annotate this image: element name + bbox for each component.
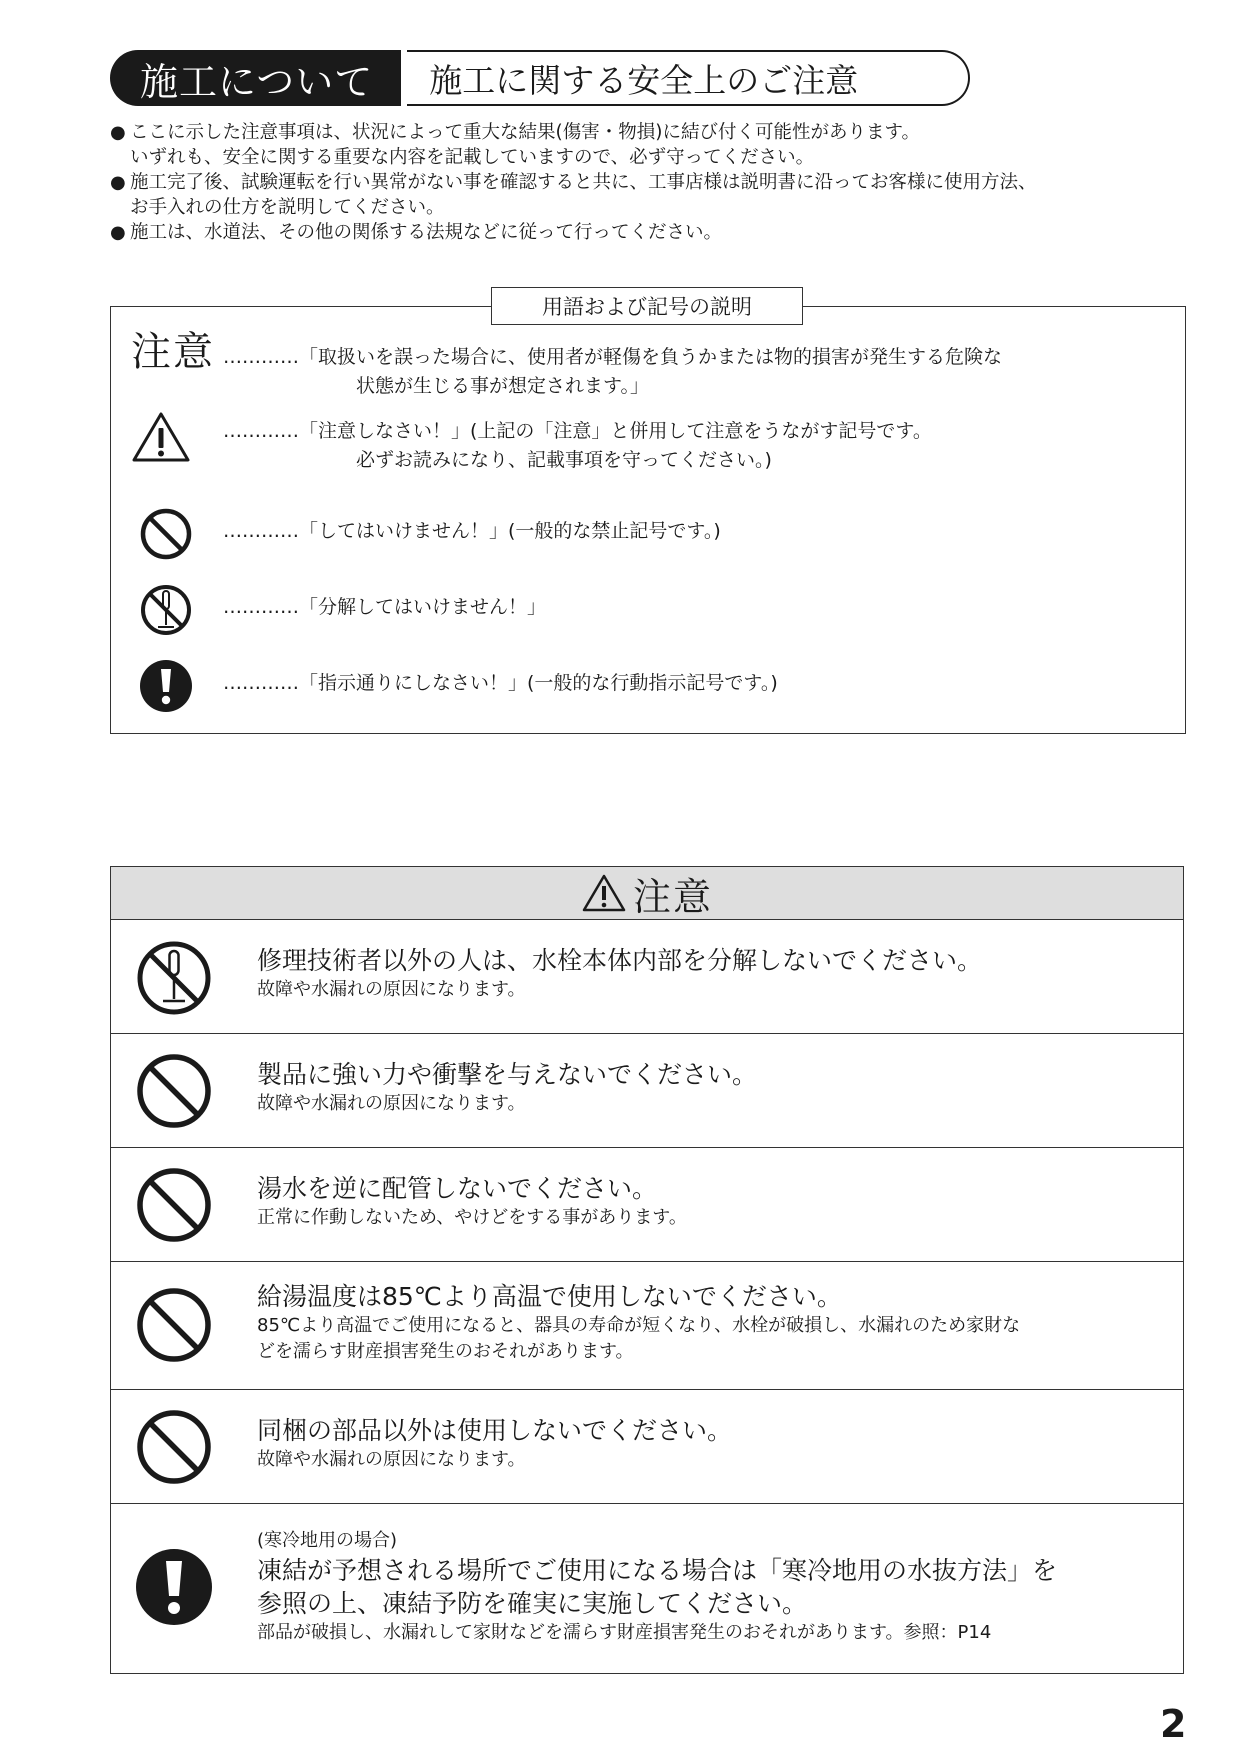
legend-text: …………「取扱いを誤った場合に、使用者が軽傷を負うかまたは物的損害が発生する危険な 状態が生じる事が想定されます。」: [223, 346, 1003, 397]
caution-item-detail: 故障や水漏れの原因になります。: [257, 979, 526, 1000]
caution-table-header: [111, 867, 1183, 920]
caution-item-title: 給湯温度は85℃より高温で使用しないでください。: [257, 1282, 842, 1311]
caution-triangle-icon: [131, 411, 191, 467]
prohibition-icon: [135, 1052, 213, 1134]
mandatory-action-icon: [139, 659, 193, 717]
intro-bullet: ● 施工は、水道法、その他の関係する法規などに従って行ってください。: [110, 222, 723, 243]
mandatory-action-icon: [135, 1548, 213, 1630]
legend-text: …………「注意しなさい！」(上記の「注意」と併用して注意をうながす記号です。 必ずお読みになり、記載事項を守ってください。): [223, 420, 932, 471]
caution-item-title: 製品に強い力や衝撃を与えないでください。: [257, 1060, 758, 1089]
symbol-legend: [110, 295, 1186, 734]
no-disassembly-icon: [135, 939, 213, 1021]
caution-item: [111, 1034, 1183, 1148]
caution-triangle-icon: [581, 873, 627, 913]
caution-item: [111, 1390, 1183, 1504]
caution-item-condition: (寒冷地用の場合): [257, 1530, 398, 1551]
caution-item: [111, 1262, 1183, 1390]
prohibition-icon: [135, 1408, 213, 1490]
caution-word: 注意: [131, 329, 215, 375]
section-header: [110, 50, 970, 106]
caution-item-title: 修理技術者以外の人は、水栓本体内部を分解しないでください。: [257, 946, 983, 975]
caution-item-title: 同梱の部品以外は使用しないでください。: [257, 1416, 733, 1445]
section-title: 施工について: [110, 50, 401, 106]
caution-item-detail: 故障や水漏れの原因になります。: [257, 1449, 526, 1470]
bullet-dot-icon: ●: [110, 222, 126, 243]
caution-item-title: 湯水を逆に配管しないでください。: [257, 1174, 658, 1203]
no-disassembly-icon: [139, 583, 193, 641]
prohibition-icon: [135, 1286, 213, 1368]
intro-bullet: ● ここに示した注意事項は、状況によって重大な結果(傷害・物損)に結び付く可能性があります。 いずれも、安全に関する重要な内容を記載していますので、必ず守ってください。: [110, 122, 920, 168]
caution-item: [111, 1148, 1183, 1262]
page-number: 2: [1160, 1702, 1187, 1746]
intro-notes: [110, 120, 1150, 245]
caution-item-detail: 85℃より高温でご使用になると、器具の寿命が短くなり、水栓が破損し、水漏れのため家財な どを濡らす財産損害発生のおそれがあります。: [257, 1315, 1021, 1362]
intro-bullet: ● 施工完了後、試験運転を行い異常がない事を確認すると共に、工事店様は説明書に沿ってお客様に使用方法、 お手入れの仕方を説明してください。: [110, 172, 1037, 218]
section-subtitle: 施工に関する安全上のご注意: [407, 50, 970, 106]
caution-item-detail: 故障や水漏れの原因になります。: [257, 1093, 526, 1114]
caution-item-detail: 正常に作動しないため、やけどをする事があります。: [257, 1207, 687, 1228]
legend-title: 用語および記号の説明: [491, 287, 803, 325]
caution-item: [111, 1504, 1183, 1672]
caution-table-title: 注意: [632, 874, 713, 919]
legend-text: …………「してはいけません！」(一般的な禁止記号です。): [223, 520, 721, 542]
caution-table: [110, 866, 1184, 1674]
caution-item-detail: 部品が破損し、水漏れして家財などを濡らす財産損害発生のおそれがあります。参照：P14: [257, 1622, 992, 1643]
caution-item-title: 凍結が予想される場所でご使用になる場合は「寒冷地用の水抜方法」を 参照の上、凍結予防を確実に実施してください。: [257, 1556, 1058, 1618]
legend-text: …………「指示通りにしなさい！」(一般的な行動指示記号です。): [223, 672, 778, 694]
legend-text: …………「分解してはいけません！」: [223, 596, 547, 618]
prohibition-icon: [139, 507, 193, 565]
bullet-dot-icon: ●: [110, 122, 126, 143]
caution-item: [111, 920, 1183, 1034]
bullet-dot-icon: ●: [110, 172, 126, 193]
prohibition-icon: [135, 1166, 213, 1248]
